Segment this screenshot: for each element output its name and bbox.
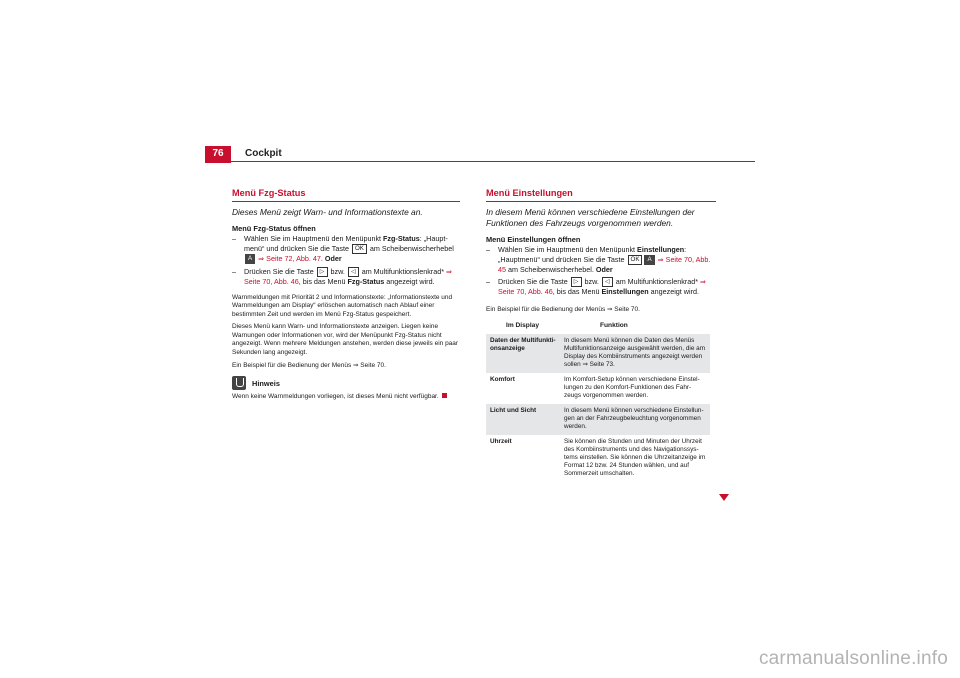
menu-item-name: Einstellungen bbox=[601, 287, 649, 297]
step-text: . bbox=[320, 253, 325, 263]
watermark: carmanualsonline.info bbox=[758, 648, 948, 669]
step-text: am Multifunktionslenkrad* bbox=[359, 267, 446, 276]
continue-arrow-icon bbox=[719, 494, 729, 501]
menu-item-name: Fzg-Status bbox=[347, 277, 385, 287]
table-header-row bbox=[486, 319, 710, 334]
step-text: Drücken Sie die Taste bbox=[498, 277, 570, 287]
column-header: Im Display bbox=[506, 322, 539, 330]
section-subtitle: In diesem Menü können verschiedene Einstellungen der Funktionen des Fahrzeugs vorgenommen werden. bbox=[486, 207, 695, 228]
step-text: angezeigt wird. bbox=[648, 287, 699, 297]
step-text: : „Haupt-menü“ und drücken Sie die Taste bbox=[244, 234, 448, 253]
table-cell-key: Uhrzeit bbox=[490, 438, 512, 446]
step-text: angezeigt wird. bbox=[384, 277, 435, 287]
page-reference-link[interactable]: ⇒ Seite 72, Abb. 47 bbox=[258, 253, 321, 263]
section-title-fzg-status: Menü Fzg-Status bbox=[232, 188, 460, 202]
left-key-icon: ◁ bbox=[602, 277, 613, 287]
table-cell-value: In diesem Menü können verschiedene Einstellun-gen an der Fahrzeugbeleuchtung vorgenommen werden. bbox=[560, 404, 710, 435]
section-title-einstellungen: Menü Einstellungen bbox=[486, 188, 716, 202]
table-cell-value: Im Komfort-Setup können verschiedene Einstel-lungen zu den Komfort-Funktionen des Fahr-zeugs vorgenommen werden. bbox=[564, 376, 700, 400]
step-2 bbox=[232, 267, 460, 287]
step-text: Wählen Sie im Hauptmenü den Menüpunkt bbox=[498, 245, 638, 255]
paragraph: Warnmeldungen mit Priorität 2 und Informationstexte: „Informationstexte und Warnmeldungen am Display“ erlöschen automatisch nach Ablauf einer bestimmten Zeit und werden im Menü Fzg-Status gespeichert. bbox=[232, 293, 453, 318]
menu-table bbox=[486, 319, 710, 482]
table-row bbox=[486, 334, 710, 373]
page-number: 76 bbox=[212, 148, 224, 159]
step-text: am Multifunktionslenkrad* bbox=[613, 277, 700, 287]
table-cell-key: Licht und Sicht bbox=[486, 404, 560, 435]
step-2 bbox=[486, 277, 716, 297]
paragraph: Ein Beispiel für die Bedienung der Menüs ⇒ Seite 70. bbox=[232, 361, 386, 369]
right-key-icon: ▷ bbox=[571, 277, 582, 287]
step-1 bbox=[232, 234, 460, 264]
note-body: Wenn keine Warnmeldungen vorliegen, ist dieses Menü nicht verfügbar. bbox=[232, 393, 439, 401]
table-cell-key: Daten der Multifunkti-onsanzeige bbox=[486, 334, 560, 373]
step-dash: – bbox=[232, 267, 236, 276]
table-row bbox=[486, 404, 710, 435]
step-text: bzw. bbox=[328, 267, 347, 276]
header-rule bbox=[205, 161, 755, 162]
right-column bbox=[486, 188, 716, 482]
step-1 bbox=[486, 245, 716, 274]
open-heading: Menü Einstellungen öffnen bbox=[486, 235, 581, 244]
table-cell-value: In diesem Menü können die Daten des Menüs Multifunktionsanzeige ausgewählt werden, die am Display des Kombiinstruments angezeigt werden sollen ⇒ Seite 73. bbox=[560, 334, 710, 373]
step-text: bzw. bbox=[582, 277, 601, 287]
a-key-icon: A bbox=[644, 255, 654, 265]
ok-key-icon: OK bbox=[628, 255, 643, 265]
step-dash: – bbox=[486, 245, 490, 255]
section-subtitle: Dieses Menü zeigt Warn- und Informationstexte an. bbox=[232, 207, 423, 217]
step-dash: – bbox=[486, 277, 490, 287]
menu-item-name: Einstellungen bbox=[637, 245, 685, 255]
step-text: , bis das Menü bbox=[298, 277, 348, 287]
table-cell-value: Sie können die Stunden und Minuten der Uhrzeit des Kombiinstruments und des Navigationssys-tems einstellen. Sie können die Uhrzeitanzeige im Format 12 bzw. 24 Stunden wählen, und auf Sommerzeit umschalten. bbox=[564, 438, 706, 478]
example-text: Ein Beispiel für die Bedienung der Menüs ⇒ Seite 70. bbox=[486, 305, 640, 313]
running-title: Cockpit bbox=[245, 148, 282, 159]
column-header: Funktion bbox=[600, 322, 628, 330]
note-text bbox=[232, 393, 460, 402]
step-text: , bis das Menü bbox=[552, 287, 602, 297]
table-row bbox=[486, 435, 710, 482]
left-column bbox=[232, 188, 460, 402]
table-row bbox=[486, 373, 710, 404]
or-label: Oder bbox=[324, 253, 342, 263]
table-cell-key: Komfort bbox=[490, 376, 515, 384]
body-text bbox=[232, 294, 460, 371]
or-label: Oder bbox=[595, 264, 613, 274]
step-text: : „Hauptmenü“ und drücken Sie die Taste bbox=[498, 245, 687, 264]
note-icon bbox=[232, 376, 246, 390]
note-title: Hinweis bbox=[252, 378, 280, 388]
end-marker-icon bbox=[442, 393, 447, 398]
paragraph: Dieses Menü kann Warn- und Informationstexte anzeigen. Liegen keine Warnungen oder Informationen vor, wird der Menüpunkt Fzg-Status nicht angezeigt. Wenn mehrere Meldungen anstehen, werden diese jeweils ein paar Sekunden lang angezeigt. bbox=[232, 323, 459, 357]
step-text: Wählen Sie im Hauptmenü den Menüpunkt bbox=[244, 234, 384, 244]
a-key-icon: A bbox=[245, 254, 255, 264]
step-text: Drücken Sie die Taste bbox=[244, 267, 316, 276]
page-reference-link[interactable]: ⇒ Seite 70, Abb. 46 bbox=[244, 267, 453, 287]
page-reference-link[interactable]: ⇒ Seite 70, Abb. 45 bbox=[498, 254, 711, 274]
right-key-icon: ▷ bbox=[317, 267, 328, 277]
step-dash: – bbox=[232, 234, 236, 244]
step-text: am Scheibenwischerhebel bbox=[367, 243, 454, 253]
left-key-icon: ◁ bbox=[348, 267, 359, 277]
note-heading bbox=[232, 376, 460, 390]
step-text: am Scheibenwischerhebel. bbox=[506, 264, 596, 274]
menu-item-name: Fzg-Status bbox=[383, 234, 420, 244]
open-heading: Menü Fzg-Status öffnen bbox=[232, 224, 316, 233]
page-reference-link[interactable]: ⇒ Seite 70, Abb. 46 bbox=[498, 277, 707, 297]
ok-key-icon: OK bbox=[352, 244, 367, 254]
